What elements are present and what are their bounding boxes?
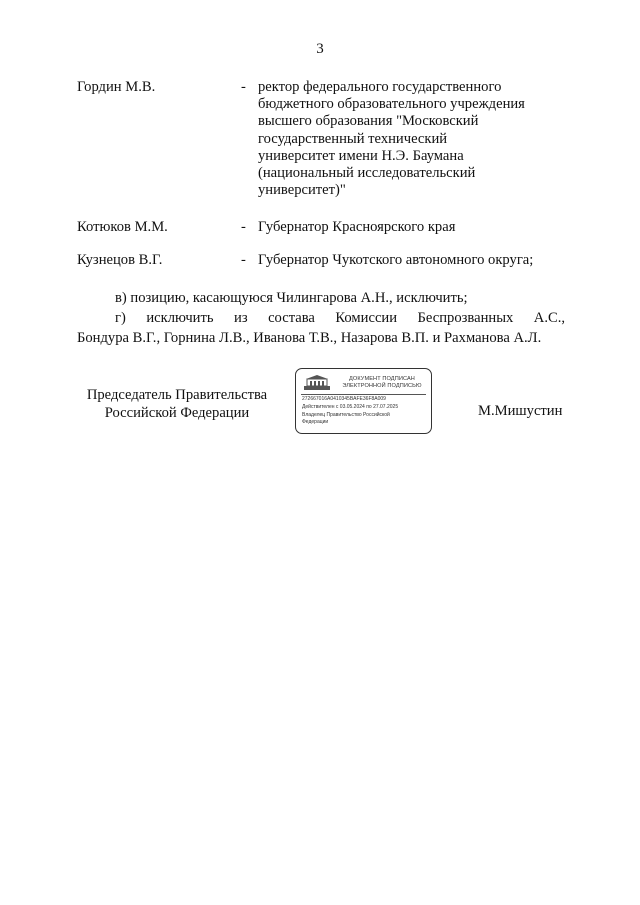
coat-of-arms-icon bbox=[303, 374, 331, 391]
member-role: Губернатор Чукотского автономного округа; bbox=[258, 252, 534, 268]
electronic-signature-stamp bbox=[295, 368, 432, 434]
paragraph-g-line1 bbox=[115, 308, 565, 328]
paragraph-g-text-1: г) исключить из состава Комиссии Беспрозванных А.С., bbox=[115, 310, 565, 326]
member-dash: - bbox=[241, 79, 246, 95]
member-role: Губернатор Красноярского края bbox=[258, 219, 456, 235]
member-role: ректор федерального государственного бюджетного образовательного учреждения высшего образования "Московский государственный технический университет имени Н.Э. Баумана (национальный исследовательский университет)" bbox=[258, 79, 525, 199]
stamp-divider bbox=[301, 394, 426, 395]
member-name: Кузнецов В.Г. bbox=[77, 252, 163, 268]
stamp-validity: Действителен с 03.05.2024 по 27.07.2025 bbox=[302, 404, 399, 410]
paragraph-g-line2: Бондура В.Г., Горнина Л.В., Иванова Т.В., Назарова В.П. и Рахманова А.Л. bbox=[77, 330, 542, 346]
paragraph-v: в) позицию, касающуюся Чилингарова А.Н., исключить; bbox=[115, 290, 468, 306]
page-number: 3 bbox=[316, 41, 324, 57]
stamp-serial: 272667016A0410345BAFE36F8A009 bbox=[302, 396, 386, 402]
member-dash: - bbox=[241, 219, 246, 235]
stamp-owner-line2: Федерации bbox=[302, 419, 329, 425]
signatory-position: Председатель Правительства Российской Федерации bbox=[86, 387, 268, 421]
stamp-owner-line1: Владелец Правительство Российской bbox=[302, 412, 390, 418]
member-name: Котюков М.М. bbox=[77, 219, 168, 235]
signer-name: М.Мишустин bbox=[478, 403, 563, 419]
member-name: Гордин М.В. bbox=[77, 79, 156, 95]
member-dash: - bbox=[241, 252, 246, 268]
stamp-header: ДОКУМЕНТ ПОДПИСАН ЭЛЕКТРОННОЙ ПОДПИСЬЮ bbox=[342, 376, 422, 389]
